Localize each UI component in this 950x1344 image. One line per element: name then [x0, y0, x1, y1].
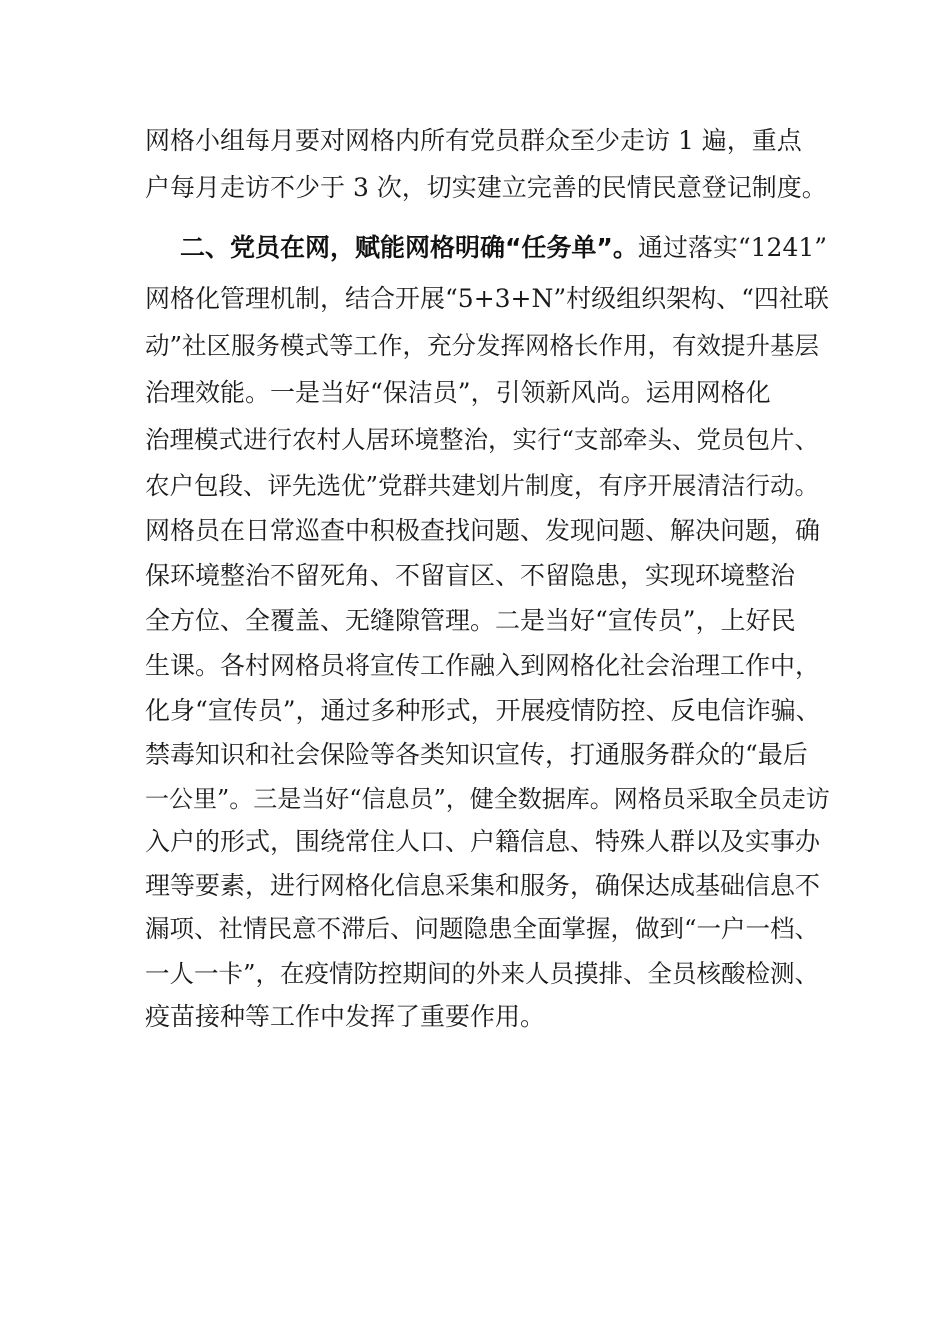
text-line: 治理模式进行农村人居环境整治，实行“支部牵头、党员包片、: [145, 425, 820, 454]
section-heading-line: [180, 232, 827, 264]
text-line: 禁毒知识和社会保险等各类知识宣传，打通服务群众的“最后: [145, 740, 808, 769]
text-line: 网格化管理机制，结合开展“5+3+N”村级组织架构、“四社联: [145, 284, 829, 313]
text-line: 保环境整治不留死角、不留盲区、不留隐患，实现环境整治: [145, 561, 796, 590]
text-line: 农户包段、评先选优”党群共建划片制度，有序开展清洁行动。: [145, 471, 820, 500]
text-line: 化身“宣传员”，通过多种形式，开展疫情防控、反电信诈骗、: [145, 696, 821, 725]
text-line: 疫苗接种等工作中发挥了重要作用。: [145, 1002, 546, 1031]
text-line: 网格小组每月要对网格内所有党员群众至少走访 1 遍，重点: [145, 126, 802, 155]
text-line: 一人一卡”，在疫情防控期间的外来人员摸排、全员核酸检测、: [145, 959, 820, 988]
text-line: 入户的形式，围绕常住人口、户籍信息、特殊人群以及实事办: [145, 827, 821, 856]
section-heading-continuation: 通过落实“1241”: [637, 233, 828, 262]
text-line: 户每月走访不少于 3 次，切实建立完善的民情民意登记制度。: [145, 173, 827, 202]
text-line: 动”社区服务模式等工作，充分发挥网格长作用，有效提升基层: [145, 331, 820, 360]
text-line: 治理效能。一是当好“保洁员”，引领新风尚。运用网格化: [145, 378, 771, 407]
section-heading: 二、党员在网，赋能网格明确“任务单”。: [180, 233, 638, 262]
text-line: 全方位、全覆盖、无缝隙管理。二是当好“宣传员”，上好民: [145, 606, 796, 635]
text-line: 生课。各村网格员将宣传工作融入到网格化社会治理工作中，: [145, 651, 821, 680]
text-line: 理等要素，进行网格化信息采集和服务，确保达成基础信息不: [145, 871, 821, 900]
text-line: 网格员在日常巡查中积极查找问题、发现问题、解决问题，确: [145, 516, 821, 545]
text-line: 漏项、社情民意不滞后、问题隐患全面掌握，做到“一户一档、: [145, 914, 820, 943]
text-line: 一公里”。三是当好“信息员”，健全数据库。网格员采取全员走访: [145, 785, 830, 813]
